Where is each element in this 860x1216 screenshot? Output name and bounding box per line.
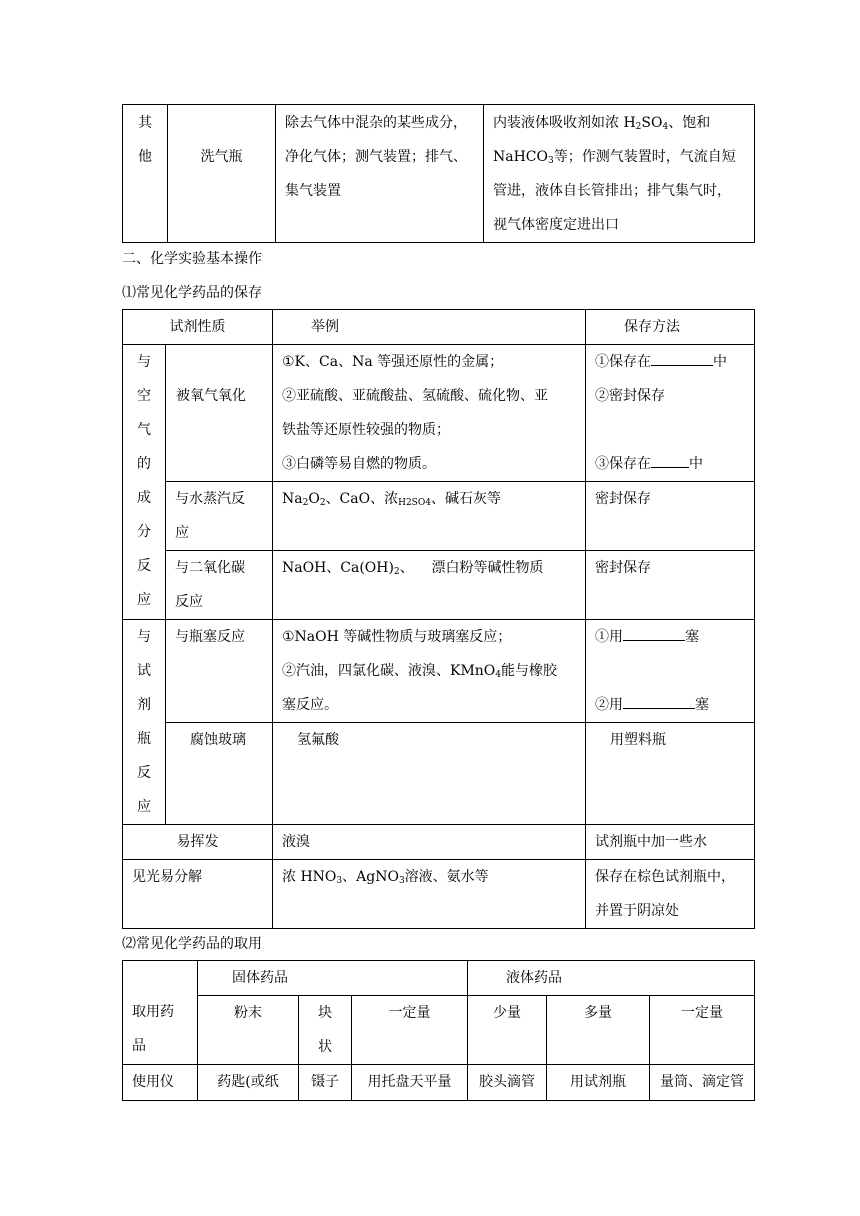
volatile-example: 液溴 <box>273 825 586 860</box>
fill-blank[interactable] <box>623 690 695 709</box>
group-char: 成 <box>137 490 151 506</box>
water-examples: $Na_2O_2$、CaO、浓H2SO4、碱石灰等 <box>273 482 586 551</box>
glass-method: 用塑料瓶 <box>586 723 755 825</box>
water-method: 密封保存 <box>586 482 755 551</box>
group-air-reaction <box>123 345 166 620</box>
instrument-lump: 镊子 <box>299 1065 352 1101</box>
fill-blank[interactable] <box>651 449 689 468</box>
group-char: 剂 <box>137 697 151 713</box>
liquid-header: 液体药品 <box>468 961 755 996</box>
group-char: 与 <box>137 629 151 645</box>
storage-table <box>122 309 755 929</box>
note-line: 视气体密度定进出口 <box>493 217 619 233</box>
co2-label: 与二氧化碳 反应 <box>166 551 273 620</box>
apparatus-name <box>168 105 276 243</box>
water-label: 与水蒸汽反 应 <box>166 482 273 551</box>
solid-fixed-header: 一定量 <box>352 996 468 1065</box>
subsection-title-taking: ⑵常见化学药品的取用 <box>122 936 262 952</box>
group-char: 的 <box>137 456 151 472</box>
note-line: 管进，液体自长管排出；排气集气时， <box>493 183 731 199</box>
group-char: 分 <box>137 524 151 540</box>
powder-header: 粉末 <box>198 996 299 1065</box>
apparatus-note <box>484 105 755 243</box>
group-bottle-reaction <box>123 620 166 825</box>
note-line: 内装液体吸收剂如浓 $H_2SO_4$、饱和 <box>493 115 711 132</box>
instrument-large: 用试剂瓶 <box>547 1065 650 1101</box>
large-header: 多量 <box>547 996 650 1065</box>
fill-blank[interactable] <box>651 347 713 366</box>
apparatus-use <box>276 105 484 243</box>
co2-examples: NaOH、$Ca(OH)_2$、 漂白粉等碱性物质 <box>273 551 586 620</box>
category-char: 他 <box>138 149 152 165</box>
instrument-small: 胶头滴管 <box>468 1065 547 1101</box>
use-line: 除去气体中混杂的某些成分， <box>285 115 467 131</box>
group-char: 试 <box>137 663 151 679</box>
header-method: 保存方法 <box>586 310 755 345</box>
taking-row-label: 取用药 品 <box>123 961 198 1065</box>
light-method: 保存在棕色试剂瓶中， 并置于阴凉处 <box>586 860 755 929</box>
instrument-row-label: 使用仪 <box>123 1065 198 1101</box>
group-char: 应 <box>137 592 151 608</box>
use-line: 净化气体；测气装置；排气、 <box>285 149 467 165</box>
small-header: 少量 <box>468 996 547 1065</box>
taking-table <box>122 960 755 1101</box>
fill-blank[interactable] <box>623 622 685 641</box>
category-cell <box>123 105 168 243</box>
stopper-examples: ①NaOH 等碱性物质与玻璃塞反应； ②汽油，四氯化碳、液溴、KMnO$_4$能与橡胶 塞反应。 <box>273 620 586 723</box>
group-char: 瓶 <box>137 731 151 747</box>
instrument-solid-fixed: 用托盘天平量 <box>352 1065 468 1101</box>
apparatus-label: 洗气瓶 <box>200 149 243 165</box>
glass-example: 氢氟酸 <box>273 723 586 825</box>
instrument-powder: 药匙(或纸 <box>198 1065 299 1101</box>
oxidized-methods: ①保存在 中 ②密封保存 ③保存在 中 <box>586 345 755 482</box>
oxidized-examples: ①K、Ca、Na 等强还原性的金属； ②亚硫酸、亚硫酸盐、氢硫酸、硫化物、亚 铁盐等还原性较强的物质； ③白磷等易自燃的物质。 <box>273 345 586 482</box>
header-example: 举例 <box>273 310 586 345</box>
apparatus-table <box>122 104 755 243</box>
lump-header: 块 状 <box>299 996 352 1065</box>
category-char: 其 <box>138 115 152 131</box>
header-property: 试剂性质 <box>123 310 273 345</box>
co2-method: 密封保存 <box>586 551 755 620</box>
group-char: 空 <box>137 388 151 404</box>
group-char: 气 <box>137 422 151 438</box>
group-char: 应 <box>137 799 151 815</box>
section-title: 二、化学实验基本操作 <box>122 251 262 267</box>
use-line: 集气装置 <box>285 183 341 199</box>
solid-header: 固体药品 <box>198 961 468 996</box>
light-examples: 浓 $HNO_3$、AgNO$_3$溶液、氨水等 <box>273 860 586 929</box>
volatile-method: 试剂瓶中加一些水 <box>586 825 755 860</box>
group-char: 反 <box>137 765 151 781</box>
volatile-label: 易挥发 <box>123 825 273 860</box>
subsection-title-storage: ⑴常见化学药品的保存 <box>122 285 262 301</box>
stopper-methods: ①用 塞 ②用 塞 <box>586 620 755 723</box>
glass-label: 腐蚀玻璃 <box>166 723 273 825</box>
instrument-liquid-fixed: 量筒、滴定管 <box>650 1065 755 1101</box>
stopper-label: 与瓶塞反应 <box>166 620 273 723</box>
oxidized-label: 被氧气氧化 <box>166 345 273 482</box>
light-label: 见光易分解 <box>123 860 273 929</box>
group-char: 反 <box>137 558 151 574</box>
liquid-fixed-header: 一定量 <box>650 996 755 1065</box>
group-char: 与 <box>137 354 151 370</box>
note-line: NaHCO$_3$等；作测气装置时，气流自短 <box>493 149 736 166</box>
